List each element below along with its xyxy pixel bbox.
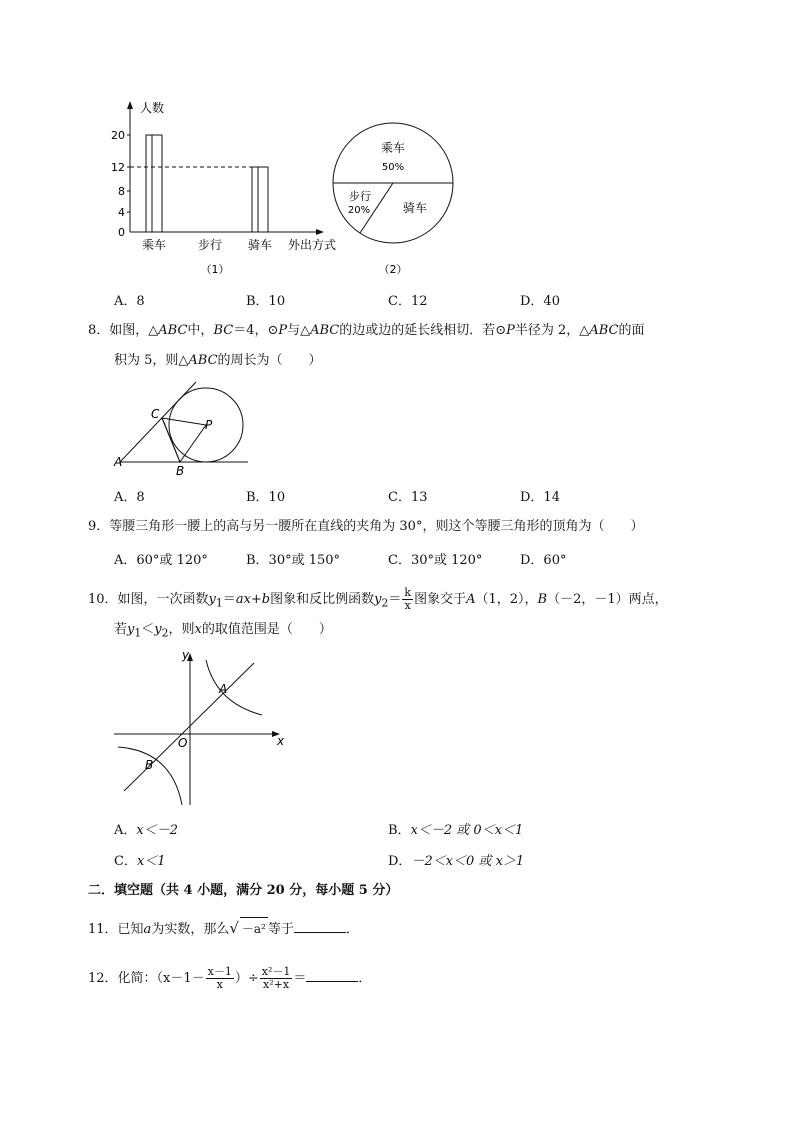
bar-xlabel: 外出方式 [287, 238, 337, 252]
q10-label-a: A [219, 682, 228, 696]
q12-fraction-2: $\frac{\text{x²－1}}{\text{x²+x}}$ [261, 965, 291, 991]
q12-blank[interactable] [306, 969, 358, 982]
q9-text: 9．等腰三角形一腰上的高与另一腰所在直线的夹角为 30°，则这个等腰三角形的顶角为（ ） [88, 519, 644, 534]
q8-label-a: A [114, 455, 123, 469]
q11-text: 11．已知a为实数，那么√ －a² 等于 ． [88, 917, 359, 941]
sqrt-icon: √ [229, 919, 239, 937]
q9-option-c[interactable]: C．30°或 120° [388, 553, 483, 568]
q8-label-c: C [151, 407, 160, 421]
q9-option-a[interactable]: A．60°或 120° [114, 553, 208, 568]
q10-option-c[interactable]: C．x＜1 [114, 854, 166, 869]
q10-text-line1: 10．如图，一次函数$y_1=ax+b$图象和反比例函数$y_2=$ $\frac{k}{x}$ 图象交于A（1，2），B（－2，－1）两点， [88, 586, 668, 612]
q7-pie-chart [330, 100, 460, 280]
q10-label-b: B [145, 758, 154, 772]
q8-option-d[interactable]: D．14 [520, 490, 560, 505]
q10-label-y: y [182, 648, 190, 662]
q10-linear-line [124, 663, 254, 791]
q8-figure [110, 380, 255, 480]
q10-figure [112, 645, 292, 810]
q11-blank[interactable] [294, 920, 346, 933]
q7-option-c[interactable]: C．12 [388, 294, 428, 309]
q9-option-d[interactable]: D．60° [520, 553, 567, 568]
bar-ytick-0: 0 [118, 226, 125, 239]
q12-text: 12．化简：（x－1－ $\frac{x-1}{x}$ ）÷ $\frac{\text{x²－1}}{\text{x²+x}}$ ＝ ． [88, 965, 372, 991]
bar-ytick-20: 20 [111, 129, 125, 142]
q10-option-a[interactable]: A．x＜－2 [114, 823, 178, 838]
pie-value-chengche: 50% [381, 162, 405, 173]
q10-text-line2: 若$y_1<y_2$，则x的取值范围是（ ） [114, 622, 332, 640]
bar-qiche [252, 167, 268, 232]
q10-hyperbola-q3 [118, 747, 182, 805]
q8-option-b[interactable]: B．10 [246, 490, 286, 505]
bar-caption: （1） [200, 263, 230, 276]
q8-line-cb [162, 418, 180, 462]
pie-label-qiche: 骑车 [402, 201, 428, 215]
q10-option-d[interactable]: D．－2＜x＜0 或 x＞1 [388, 854, 525, 869]
q7-option-a[interactable]: A．8 [114, 294, 145, 309]
bar-ytick-12: 12 [111, 161, 125, 174]
bar-chengche [146, 135, 162, 232]
q7-option-d[interactable]: D．40 [520, 294, 560, 309]
q8-label-p: P [205, 418, 213, 432]
q7-option-b[interactable]: B．10 [246, 294, 286, 309]
q10-fraction: $\frac{k}{x}$ [404, 586, 412, 612]
q9-option-b[interactable]: B．30°或 150° [246, 553, 341, 568]
bar-x-arrow [316, 229, 324, 235]
bar-cat-qiche: 骑车 [247, 238, 273, 252]
q7-bar-chart [100, 95, 345, 280]
bar-cat-chengche: 乘车 [141, 238, 167, 252]
q10-label-x: x [277, 734, 285, 748]
pie-label-chengche: 乘车 [380, 141, 406, 155]
q10-label-o: O [178, 736, 188, 750]
pie-caption: （2） [378, 263, 408, 276]
pie-label-buxing: 步行 [349, 190, 371, 203]
bar-y-arrow [127, 101, 133, 109]
q8-option-a[interactable]: A．8 [114, 490, 145, 505]
bar-cat-buxing: 步行 [197, 238, 223, 252]
q8-option-c[interactable]: C．13 [388, 490, 428, 505]
q8-label-b: B [176, 464, 185, 478]
section-2-heading: 二．填空题（共 4 小题，满分 20 分，每小题 5 分） [88, 883, 399, 898]
bar-ytick-4: 4 [118, 206, 125, 219]
q12-fraction-1: $\frac{x-1}{x}$ [207, 965, 232, 991]
bar-ytick-8: 8 [118, 185, 125, 198]
pie-value-buxing: 20% [347, 205, 371, 216]
bar-ylabel: 人数 [140, 101, 165, 115]
q10-option-b[interactable]: B．x＜－2 或 0＜x＜1 [388, 823, 524, 838]
q10-hyperbola-q1 [206, 660, 262, 715]
q8-text-line1: 8．如图，△ABC中，BC＝4，⊙P与△ABC的边或边的延长线相切．若⊙P半径为 2，△ABC的面 [88, 323, 645, 338]
q8-text-line2: 积为 5，则△ABC的周长为（ ） [114, 353, 322, 368]
